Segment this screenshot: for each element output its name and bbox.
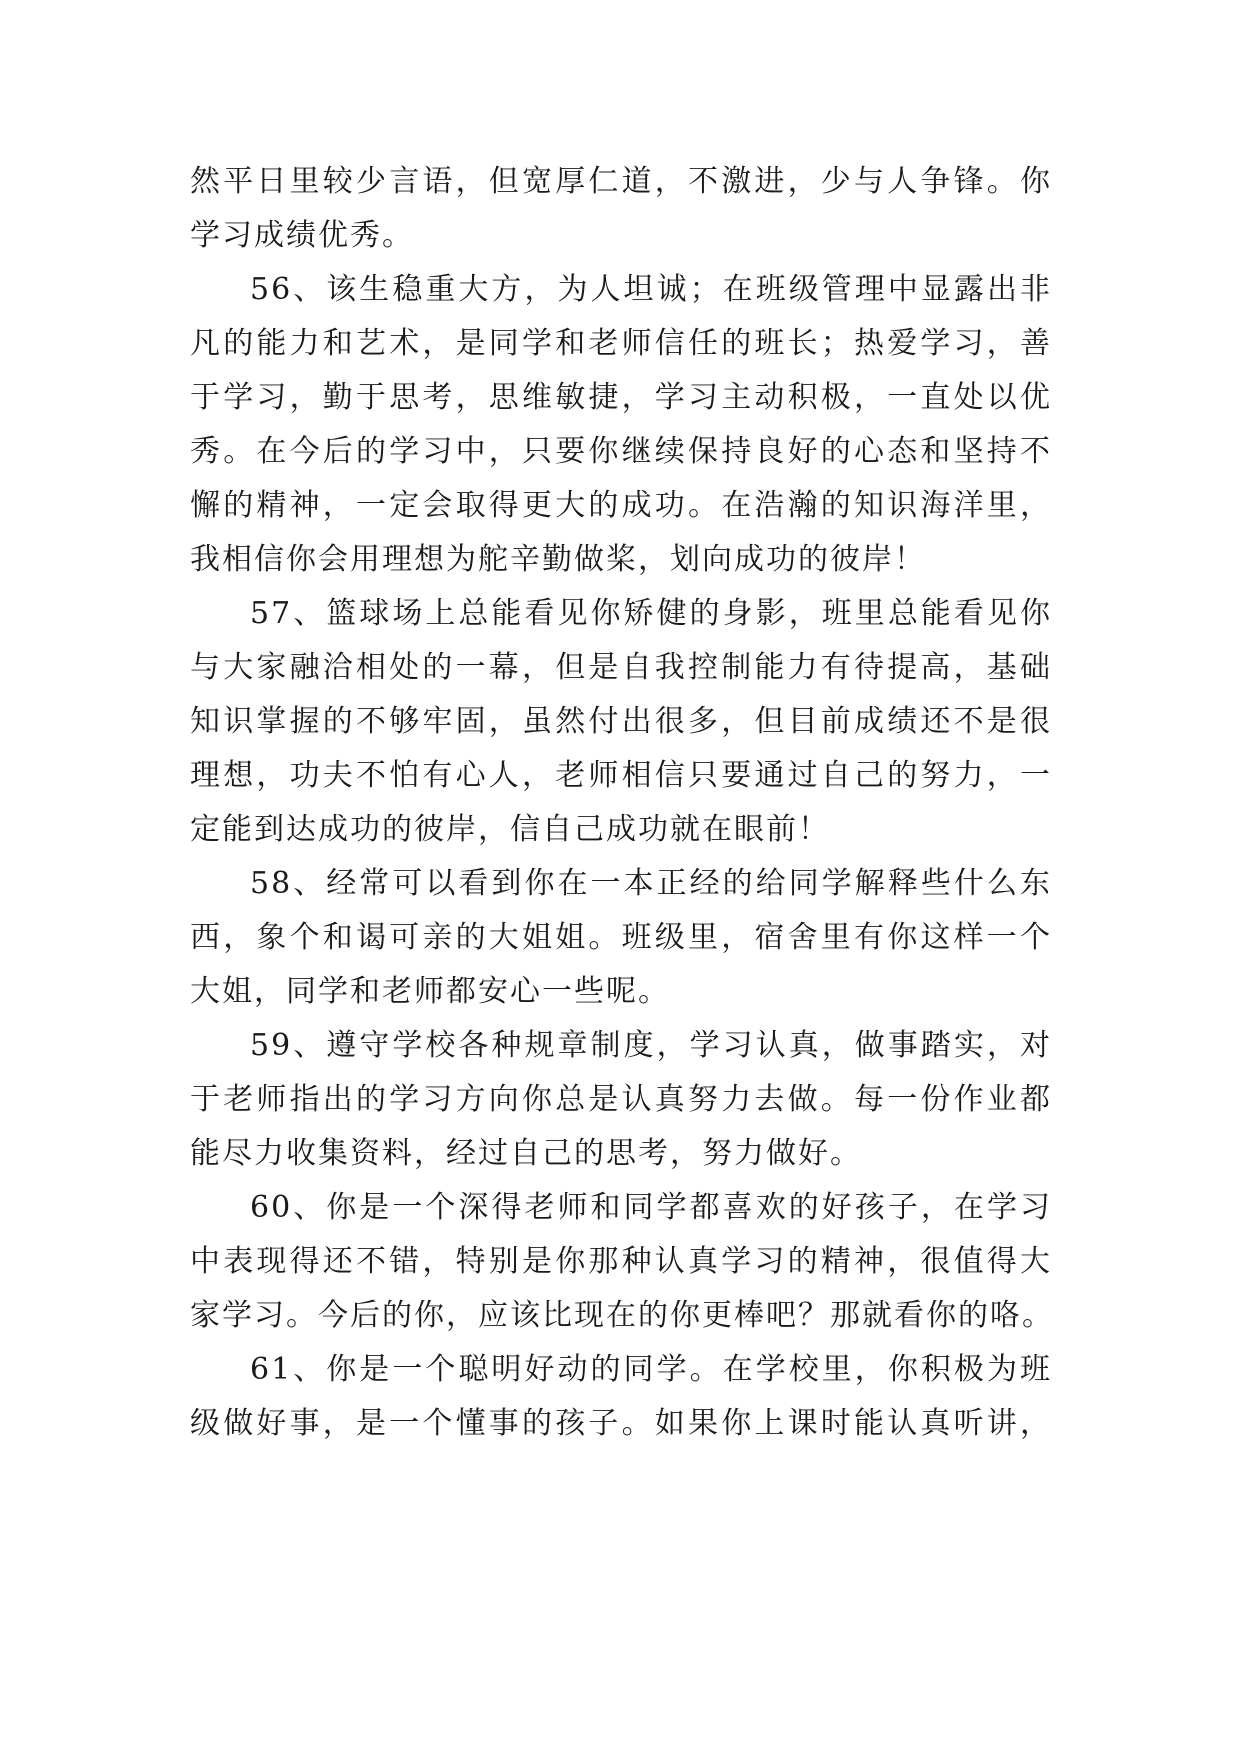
paragraph [190,1181,1052,1343]
text-line: 凡的能力和艺术，是同学和老师信任的班长；热爱学习，善 [190,326,1052,361]
text-line: 于学习，勤于思考，思维敏捷，学习主动积极，一直处以优 [190,380,1052,415]
paragraph [190,1343,1052,1451]
paragraph [190,155,1052,263]
text-line: 于老师指出的学习方向你总是认真努力去做。每一份作业都 [190,1082,1052,1117]
text-line: 学习成绩优秀。 [190,218,414,253]
document-body [190,155,1052,1451]
text-line: 57、篮球场上总能看见你矫健的身影，班里总能看见你 [250,596,1052,631]
text-line: 60、你是一个深得老师和同学都喜欢的好孩子，在学习 [250,1190,1052,1225]
text-line: 然平日里较少言语，但宽厚仁道，不激进，少与人争锋。你 [190,164,1052,199]
paragraph [190,857,1052,1019]
text-line: 定能到达成功的彼岸，信自己成功就在眼前！ [190,812,830,847]
text-line: 59、遵守学校各种规章制度，学习认真，做事踏实，对 [250,1028,1052,1063]
text-line: 58、经常可以看到你在一本正经的给同学解释些什么东 [250,866,1052,901]
paragraph [190,263,1052,587]
text-line: 大姐，同学和老师都安心一些呢。 [190,974,670,1009]
text-line: 理想，功夫不怕有心人，老师相信只要通过自己的努力，一 [190,758,1052,793]
text-line: 秀。在今后的学习中，只要你继续保持良好的心态和坚持不 [190,434,1052,469]
text-line: 中表现得还不错，特别是你那种认真学习的精神，很值得大 [190,1244,1052,1279]
paragraph [190,1019,1052,1181]
text-line: 西，象个和谒可亲的大姐姐。班级里，宿舍里有你这样一个 [190,920,1052,955]
text-line: 与大家融洽相处的一幕，但是自我控制能力有待提高，基础 [190,650,1052,685]
text-line: 知识掌握的不够牢固，虽然付出很多，但目前成绩还不是很 [190,704,1052,739]
text-line: 懈的精神，一定会取得更大的成功。在浩瀚的知识海洋里， [190,488,1052,523]
text-line: 能尽力收集资料，经过自己的思考，努力做好。 [190,1136,862,1171]
text-line: 级做好事，是一个懂事的孩子。如果你上课时能认真听讲， [190,1406,1052,1441]
text-line: 我相信你会用理想为舵辛勤做桨，划向成功的彼岸！ [190,542,926,577]
paragraph [190,587,1052,857]
text-line: 56、该生稳重大方，为人坦诚；在班级管理中显露出非 [250,272,1052,307]
text-line: 61、你是一个聪明好动的同学。在学校里，你积极为班 [250,1352,1052,1387]
text-line: 家学习。今后的你，应该比现在的你更棒吧？那就看你的咯。 [190,1298,1054,1333]
